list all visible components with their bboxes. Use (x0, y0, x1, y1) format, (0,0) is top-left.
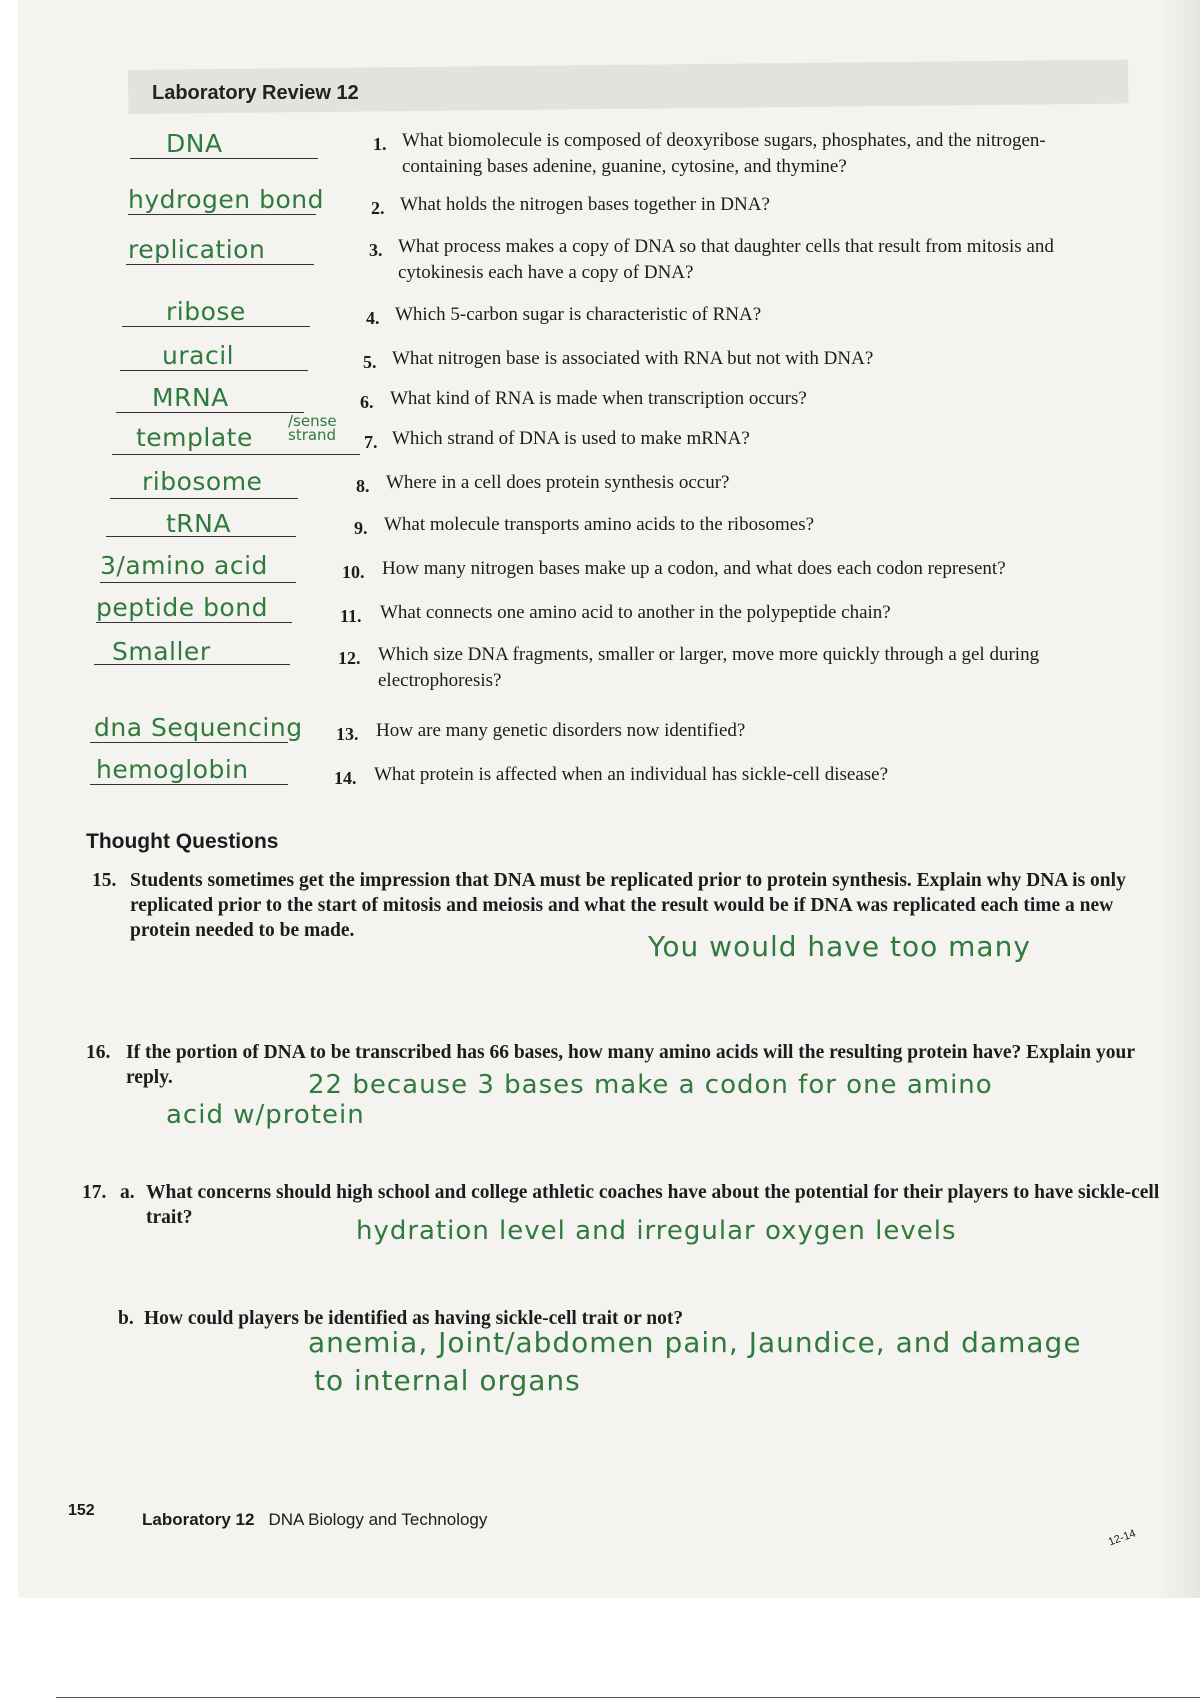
question-number: 5. (363, 352, 377, 372)
review-row-5 (0, 342, 1200, 386)
answer-1: DNA (166, 129, 223, 158)
question-number: 7. (364, 432, 378, 452)
answer-line (130, 129, 318, 159)
question-number: 9. (354, 518, 368, 538)
answer-11: peptide bond (96, 593, 268, 622)
review-row-9 (0, 509, 1200, 556)
answer-17a: hydration level and irregular oxygen levels (356, 1216, 957, 1246)
question-text: How many nitrogen bases make up a codon, and what does each codon represent? (382, 558, 1006, 579)
review-row-1 (0, 122, 1200, 177)
review-row-7 (0, 412, 1200, 470)
answer-17b-line-2: to internal organs (314, 1364, 581, 1397)
review-row-8 (0, 467, 1200, 514)
question-text: What biomolecule is composed of deoxyribose sugars, phosphates, and the nitrogen-containing bases adenine, guanine, cytosine, and thymine? (402, 130, 1046, 177)
review-row-4 (0, 298, 1200, 342)
footer-page-code: 12-14 (1106, 1527, 1138, 1549)
answer-13: dna Sequencing (94, 713, 303, 742)
question-number: 8. (356, 476, 370, 496)
answer-7: template (136, 423, 253, 452)
page-number: 152 (68, 1502, 95, 1519)
question-part: a. (120, 1182, 135, 1203)
review-row-14 (0, 755, 1200, 804)
answer-15: You would have too many (648, 930, 1031, 963)
answer-line (122, 297, 310, 327)
thought-questions-heading: Thought Questions (86, 830, 279, 853)
bottom-rule (56, 1697, 1200, 1698)
question-text: Where in a cell does protein synthesis occur? (386, 472, 730, 493)
answer-16-line-1: 22 because 3 bases make a codon for one amino (308, 1070, 993, 1100)
answer-4: ribose (166, 297, 246, 326)
answer-line (126, 235, 314, 265)
review-row-6 (0, 384, 1200, 428)
answer-line (100, 551, 296, 583)
question-text: What process makes a copy of DNA so that daughter cells that result from mitosis and cytokinesis each have a copy of DNA? (398, 236, 1054, 283)
answer-line (120, 341, 308, 371)
answer-line (116, 383, 304, 413)
page-title: Laboratory Review 12 (152, 82, 359, 104)
answer-2: hydrogen bond (128, 185, 324, 214)
review-row-2 (0, 186, 1200, 230)
answer-line (90, 755, 288, 785)
footer-running-head (142, 1510, 487, 1530)
answer-10: 3/amino acid (100, 551, 268, 580)
question-number: 6. (360, 392, 374, 412)
question-number: 11. (340, 606, 362, 626)
answer-12: Smaller (112, 637, 211, 666)
answer-14: hemoglobin (96, 755, 249, 784)
question-text: If the portion of DNA to be transcribed has 66 bases, how many amino acids will the resulting protein have? Explain your reply. (126, 1042, 1135, 1088)
question-text: What kind of RNA is made when transcription occurs? (390, 388, 807, 409)
review-questions (0, 0, 1200, 800)
question-text: Students sometimes get the impression that DNA must be replicated prior to protein synthesis. Explain why DNA is only replicated prior to the start of mitosis and meiosis and what the result would be if DNA was replicated each time a new protein needed to be made. (130, 870, 1126, 941)
question-number: 17. (82, 1182, 107, 1203)
answer-line (90, 713, 303, 743)
question-number: 15. (92, 870, 117, 891)
answer-line (94, 637, 290, 666)
answer-line (106, 509, 296, 538)
answer-line (110, 467, 298, 499)
question-text: What holds the nitrogen bases together in DNA? (400, 194, 770, 215)
answer-line (128, 185, 324, 215)
question-number: 14. (334, 768, 357, 788)
question-text: What molecule transports amino acids to the ribosomes? (384, 514, 815, 535)
answer-6: MRNA (152, 383, 229, 412)
answer-16-line-2: acid w/protein (166, 1100, 365, 1130)
question-text: Which strand of DNA is used to make mRNA? (392, 428, 750, 449)
review-row-11 (0, 593, 1200, 642)
question-part: b. (118, 1308, 134, 1329)
footer-lab-number: Laboratory 12 (142, 1510, 255, 1529)
question-number: 1. (373, 134, 387, 154)
answer-8: ribosome (142, 467, 263, 496)
answer-7-note: /sense strand (288, 412, 337, 444)
review-row-10 (0, 551, 1200, 598)
footer-subject: DNA Biology and Technology (268, 1510, 488, 1529)
question-text: What protein is affected when an individual has sickle-cell disease? (374, 764, 889, 785)
question-text: Which size DNA fragments, smaller or larger, move more quickly through a gel during electrophoresis? (378, 644, 1040, 691)
question-number: 13. (336, 724, 359, 744)
question-number: 10. (342, 562, 365, 582)
question-text: What connects one amino acid to another in the polypeptide chain? (380, 602, 891, 623)
review-row-12 (0, 637, 1200, 691)
question-text: How are many genetic disorders now identified? (376, 720, 746, 741)
answer-17b-line-1: anemia, Joint/abdomen pain, Jaundice, and damage (308, 1326, 1082, 1359)
question-number: 3. (369, 240, 383, 260)
answer-9: tRNA (166, 509, 231, 538)
question-number: 16. (86, 1042, 111, 1063)
question-number: 12. (338, 648, 361, 668)
question-text: What nitrogen base is associated with RNA but not with DNA? (392, 348, 874, 369)
answer-3: replication (128, 235, 266, 264)
review-row-3 (0, 235, 1200, 283)
answer-5: uracil (162, 341, 235, 370)
question-number: 4. (366, 308, 380, 328)
question-text: Which 5-carbon sugar is characteristic of RNA? (395, 304, 762, 325)
question-text: What concerns should high school and college athletic coaches have about the potential for their players to have sickle-cell trait? (146, 1182, 1160, 1228)
question-text: How could players be identified as having sickle-cell trait or not? (144, 1308, 684, 1329)
answer-line (96, 593, 292, 623)
question-number: 2. (371, 198, 385, 218)
